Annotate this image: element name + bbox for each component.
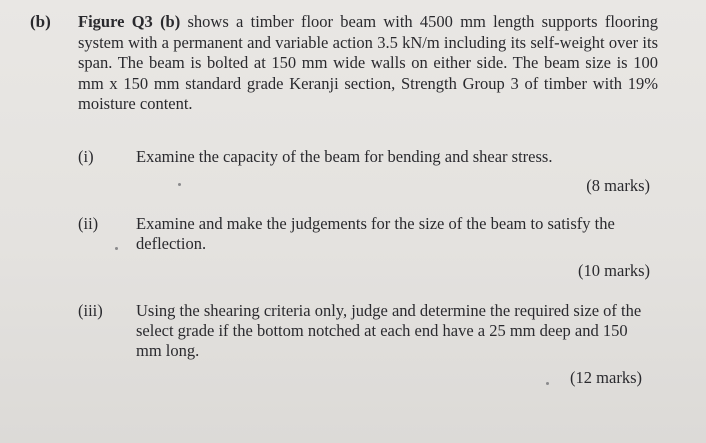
sub-question-number: (iii) bbox=[78, 301, 103, 320]
marks-label: (10 marks) bbox=[578, 261, 650, 280]
figure-reference: Figure Q3 (b) bbox=[78, 12, 181, 31]
sub-question-text: Examine and make the judgements for the size of the beam to satisfy the deflection. bbox=[136, 214, 615, 253]
paper-speck bbox=[115, 247, 118, 250]
paper-speck bbox=[178, 183, 181, 186]
marks-label: (8 marks) bbox=[586, 176, 650, 195]
sub-question-text: Using the shearing criteria only, judge and determine the required size of the select grade if the bottom notched at each end have a 25 mm deep and 150 mm long. bbox=[136, 301, 642, 360]
sub-question-text: Examine the capacity of the beam for bending and shear stress. bbox=[136, 147, 553, 166]
question-intro-text: shows a timber floor beam with 4500 mm length supports flooring system with a permanent and variable action 3.5 kN/m including its self-weight over its span. The beam is bolted at 150 mm wide walls on either side. The beam size is 100 mm x 150 mm standard grade Keranji section, Strength Group 3 of timber with 19% moisture content. bbox=[78, 12, 658, 113]
sub-question-number: (ii) bbox=[78, 214, 99, 233]
marks-label: (12 marks) bbox=[570, 368, 642, 387]
paper-speck bbox=[546, 382, 549, 385]
sub-question-number: (i) bbox=[78, 147, 94, 166]
question-intro bbox=[78, 12, 658, 115]
part-label: (b) bbox=[30, 12, 51, 31]
